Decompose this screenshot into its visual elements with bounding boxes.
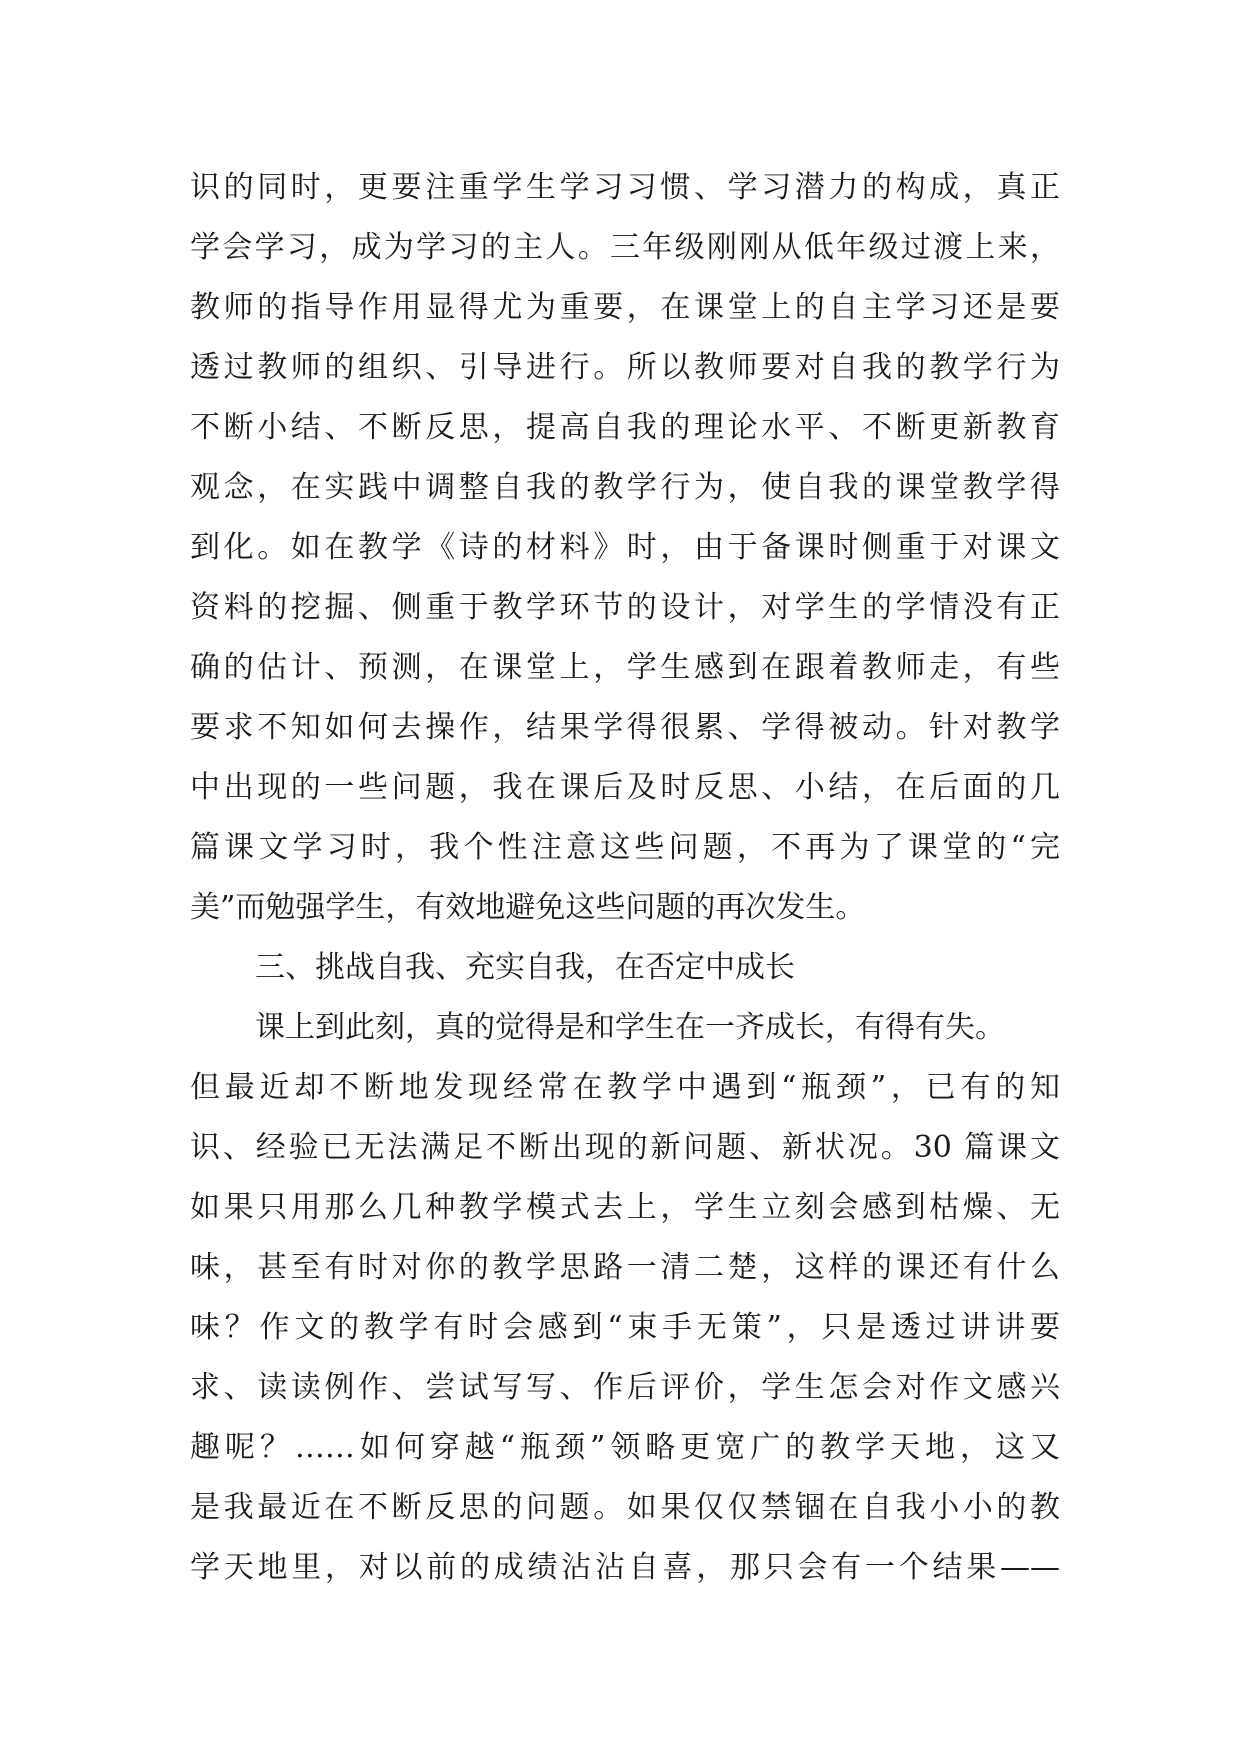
text-line: 识的同时，更要注重学生学习习惯、学习潜力的构成，真正 bbox=[190, 170, 1060, 205]
text-line: 课上到此刻，真的觉得是和学生在一齐成长，有得有失。 bbox=[255, 1010, 1005, 1045]
text-line: 观念，在实践中调整自我的教学行为，使自我的课堂教学得 bbox=[190, 470, 1060, 505]
text-line: 求、读读例作、尝试写写、作后评价，学生怎会对作文感兴 bbox=[190, 1370, 1060, 1405]
text-line: 到化。如在教学《诗的材料》时，由于备课时侧重于对课文 bbox=[190, 530, 1060, 565]
text-line: 要求不知如何去操作，结果学得很累、学得被动。针对教学 bbox=[190, 710, 1060, 745]
text-line: 透过教师的组织、引导进行。所以教师要对自我的教学行为 bbox=[190, 350, 1060, 385]
text-line: 但最近却不断地发现经常在教学中遇到“瓶颈”，已有的知 bbox=[190, 1070, 1060, 1105]
body-text bbox=[190, 158, 1060, 1598]
text-line: 如果只用那么几种教学模式去上，学生立刻会感到枯燥、无 bbox=[190, 1190, 1060, 1225]
text-line: 确的估计、预测，在课堂上，学生感到在跟着教师走，有些 bbox=[190, 650, 1060, 685]
text-line: 是我最近在不断反思的问题。如果仅仅禁锢在自我小小的教 bbox=[190, 1490, 1060, 1525]
section-heading: 三、挑战自我、充实自我，在否定中成长 bbox=[255, 950, 795, 985]
text-line: 教师的指导作用显得尤为重要，在课堂上的自主学习还是要 bbox=[190, 290, 1060, 325]
text-line: 资料的挖掘、侧重于教学环节的设计，对学生的学情没有正 bbox=[190, 590, 1060, 625]
text-line: 美”而勉强学生，有效地避免这些问题的再次发生。 bbox=[190, 890, 866, 925]
text-line: 识、经验已无法满足不断出现的新问题、新状况。30 篇课文 bbox=[190, 1130, 1060, 1165]
text-line: 学会学习，成为学习的主人。三年级刚刚从低年级过渡上来， bbox=[190, 230, 1060, 265]
text-line: 不断小结、不断反思，提高自我的理论水平、不断更新教育 bbox=[190, 410, 1060, 445]
text-line: 学天地里，对以前的成绩沾沾自喜，那只会有一个结果—— bbox=[190, 1550, 1060, 1585]
text-line: 中出现的一些问题，我在课后及时反思、小结，在后面的几 bbox=[190, 770, 1060, 805]
text-line: 味，甚至有时对你的教学思路一清二楚，这样的课还有什么 bbox=[190, 1250, 1060, 1285]
text-line: 味？作文的教学有时会感到“束手无策”，只是透过讲讲要 bbox=[190, 1310, 1060, 1345]
text-line: 篇课文学习时，我个性注意这些问题，不再为了课堂的“完 bbox=[190, 830, 1060, 865]
text-line: 趣呢？……如何穿越“瓶颈”领略更宽广的教学天地，这又 bbox=[190, 1430, 1060, 1465]
